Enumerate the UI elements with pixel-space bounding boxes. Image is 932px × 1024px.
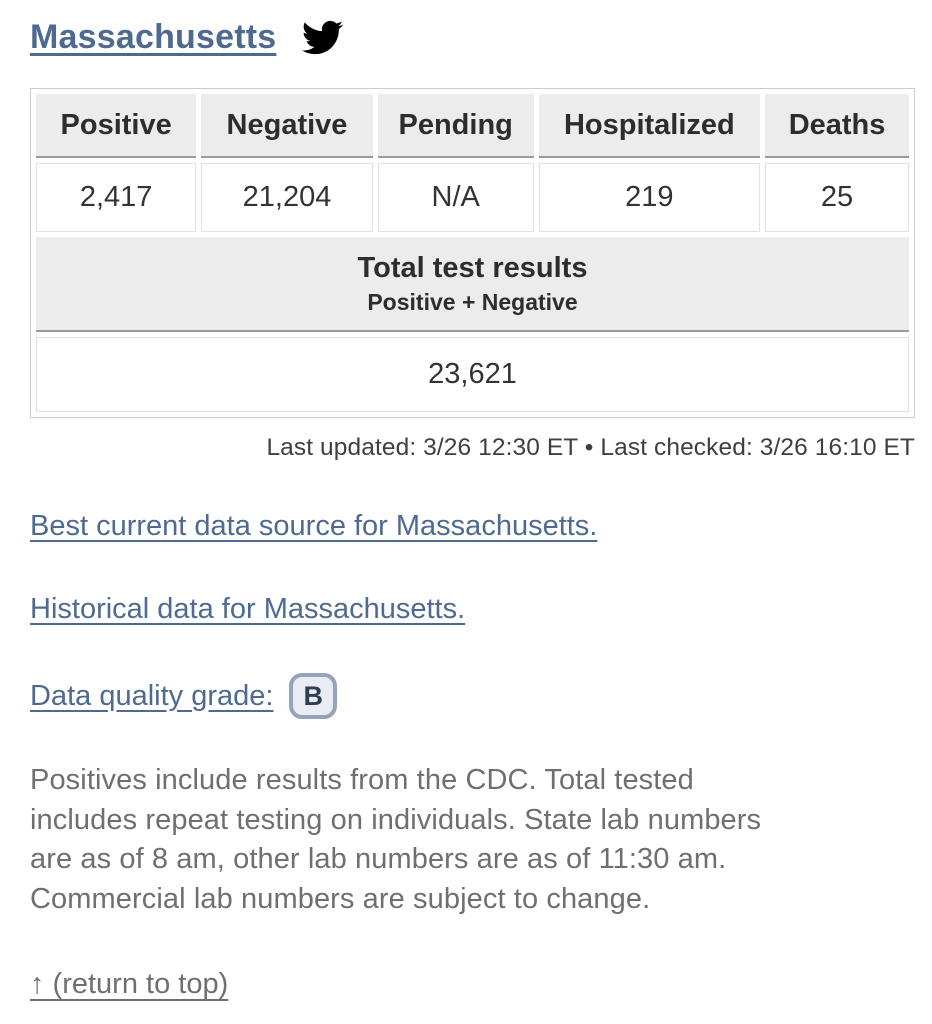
total-value-row (36, 337, 909, 412)
grade-badge: B (289, 673, 337, 719)
stats-value-row (36, 163, 909, 232)
best-source-link[interactable]: Best current data source for Massachusetts. (30, 510, 598, 542)
value-negative: 21,204 (201, 163, 372, 232)
twitter-link[interactable] (302, 17, 343, 58)
value-hospitalized: 219 (539, 163, 760, 232)
notes-line: includes repeat testing on individuals. State lab numbers (30, 803, 762, 836)
state-stats-table (30, 88, 915, 418)
return-top-row (30, 968, 915, 1001)
state-title-link[interactable]: Massachusetts (30, 17, 277, 56)
col-header-negative: Negative (201, 94, 372, 158)
col-header-deaths: Deaths (765, 94, 909, 158)
historical-data-link[interactable]: Historical data for Massachusetts. (30, 593, 466, 625)
value-deaths: 25 (765, 163, 909, 232)
title-row (30, 14, 915, 60)
total-value: 23,621 (36, 337, 909, 412)
total-subtitle: Positive + Negative (367, 289, 578, 315)
total-header-row (36, 237, 909, 332)
notes-line: Commercial lab numbers are subject to change. (30, 882, 651, 915)
value-positive: 2,417 (36, 163, 196, 232)
total-test-results-header (36, 237, 909, 332)
twitter-icon (302, 17, 343, 58)
best-source-row (30, 510, 915, 543)
data-quality-grade-link[interactable]: Data quality grade: (30, 679, 274, 712)
total-title: Total test results (357, 252, 588, 284)
notes-line: are as of 8 am, other lab numbers are as of 11:30 am. (30, 843, 727, 875)
stats-header-row (36, 94, 909, 158)
col-header-hospitalized: Hospitalized (539, 94, 760, 158)
value-pending: N/A (378, 163, 534, 232)
data-quality-grade-row (30, 673, 915, 719)
return-to-top-link[interactable]: ↑ (return to top) (30, 968, 229, 1000)
notes-paragraph (30, 761, 915, 919)
col-header-pending: Pending (378, 94, 534, 158)
notes-line: Positives include results from the CDC. Total tested (30, 764, 694, 796)
historical-row (30, 593, 915, 626)
last-updated-text: Last updated: 3/26 12:30 ET • Last checked: 3/26 16:10 ET (266, 434, 915, 461)
col-header-positive: Positive (36, 94, 196, 158)
